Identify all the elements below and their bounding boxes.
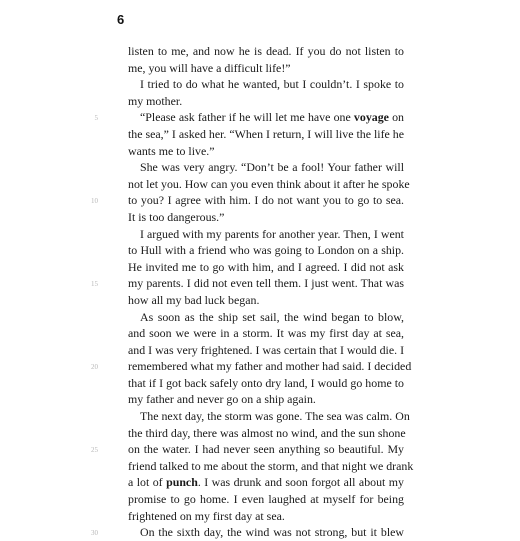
text-line: On the sixth day, the wind was not strong, but it blew <box>140 525 404 540</box>
text-line: I argued with my parents for another year. Then, I went <box>140 226 404 241</box>
line-number: 25 <box>91 446 98 455</box>
text-line: and I was very frightened. I was certain that I would die. I <box>128 342 405 357</box>
line-number: 10 <box>91 197 98 206</box>
text-line: frightened on my first day at sea. <box>128 508 285 523</box>
line-number: 5 <box>94 114 98 123</box>
text-line: my mother. <box>128 93 183 108</box>
text-line: that if I got back safely onto dry land, I would go home to <box>128 375 404 390</box>
text-line: friend talked to me about the storm, and that night we drank <box>128 458 414 473</box>
text-line: “Please ask father if he will let me have one voyage on <box>140 110 404 125</box>
text-line: to you? I agree with him. I do not want you to go to sea. <box>128 193 404 208</box>
line-number: 15 <box>91 280 98 289</box>
text-line: a lot of punch. I was drunk and soon forgot all about my <box>128 475 404 490</box>
text-line: listen to me, and now he is dead. If you do not listen to <box>128 44 404 58</box>
text-line: not let you. How can you even think about it after he spoke <box>128 176 410 191</box>
text-line: The next day, the storm was gone. The sea was calm. On <box>140 409 410 424</box>
text-line: on the water. I had never seen anything so beautiful. My <box>128 442 404 457</box>
text-line: me, you will have a difficult life!” <box>128 60 291 75</box>
text-line: wants me to live.” <box>128 143 215 158</box>
text-line: my father and never go on a ship again. <box>128 392 316 407</box>
text-line: remembered what my father and mother had said. I decided <box>128 359 412 374</box>
text-line: It is too dangerous.” <box>128 209 225 224</box>
text-line: She was very angry. “Don’t be a fool! Your father will <box>140 160 404 175</box>
story-text <box>128 43 414 541</box>
text-line: He invited me to go with him, and I agreed. I did not ask <box>128 259 404 274</box>
text-line: I tried to do what he wanted, but I couldn’t. I spoke to <box>140 77 404 92</box>
text-line: and soon we were in a storm. It was my first day at sea, <box>128 326 404 341</box>
text-line: promise to go home. I even laughed at myself for being <box>128 492 404 507</box>
text-line: how all my bad luck began. <box>128 292 260 307</box>
page-number: 6 <box>117 12 125 27</box>
line-number: 20 <box>91 363 98 372</box>
text-line: As soon as the ship set sail, the wind began to blow, <box>140 309 404 324</box>
text-line: my parents. I did not even tell them. I just went. That was <box>128 276 404 291</box>
text-line: the third day, there was almost no wind, and the sun shone <box>128 425 406 440</box>
text-line: the sea,” I asked her. “When I return, I will live the life he <box>128 126 405 141</box>
glossary-word: punch <box>166 475 198 490</box>
glossary-word: voyage <box>353 110 389 125</box>
text-line: to Hull with a friend who was going to London on a ship. <box>128 243 404 258</box>
line-number: 30 <box>91 529 98 538</box>
